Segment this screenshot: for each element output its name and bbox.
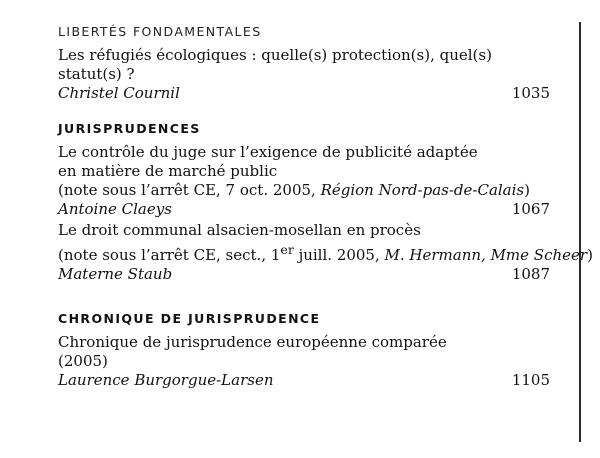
entry-page-number: 1067 [511,200,550,218]
section-libertes-fondamentales [58,24,550,103]
entry-title: Les réfugiés écologiques : quelle(s) protection(s), quel(s) statut(s) ? [58,46,492,83]
note-superscript: er [280,242,294,257]
note-suffix: ) [587,246,593,264]
entry-title: Le droit communal alsacien-mosellan en procès [58,221,421,239]
entry-note [58,240,593,265]
section-chronique-de-jurisprudence [58,311,550,390]
note-prefix: (note sous l’arrêt CE, sect., 1 [58,246,281,264]
toc-entry[interactable] [58,221,593,284]
section-heading: CHRONIQUE DE JURISPRUDENCE [58,311,321,326]
entry-page-number: 1035 [511,84,550,102]
section-heading: JURISPRUDENCES [58,121,201,136]
section-heading: LIBERTÉS FONDAMENTALES [58,24,262,39]
note-case-name: M. Hermann, Mme Scheer [384,246,588,264]
entry-page-number: 1087 [511,265,550,283]
entry-page-number: 1105 [511,371,550,389]
entry-author: Christel Cournil [58,84,180,102]
entry-title: Chronique de jurisprudence européenne comparée (2005) [58,333,447,370]
section-jurisprudences [58,121,593,284]
note-suffix: ) [524,181,530,199]
entry-title: Le contrôle du juge sur l’exigence de publicité adaptée en matière de marché public [58,143,478,180]
entry-author: Laurence Burgorgue-Larsen [58,371,274,389]
note-case-name: Région Nord-pas-de-Calais [320,181,525,199]
note-prefix: (note sous l’arrêt CE, 7 oct. 2005, [58,181,321,199]
entry-author: Materne Staub [58,265,173,283]
entry-author: Antoine Claeys [58,200,172,218]
toc-entry[interactable] [58,333,550,390]
note-middle: juill. 2005, [293,246,385,264]
entry-note [58,181,550,200]
toc-entry[interactable] [58,143,550,219]
toc-entry[interactable] [58,46,550,103]
vertical-rule [579,22,581,442]
